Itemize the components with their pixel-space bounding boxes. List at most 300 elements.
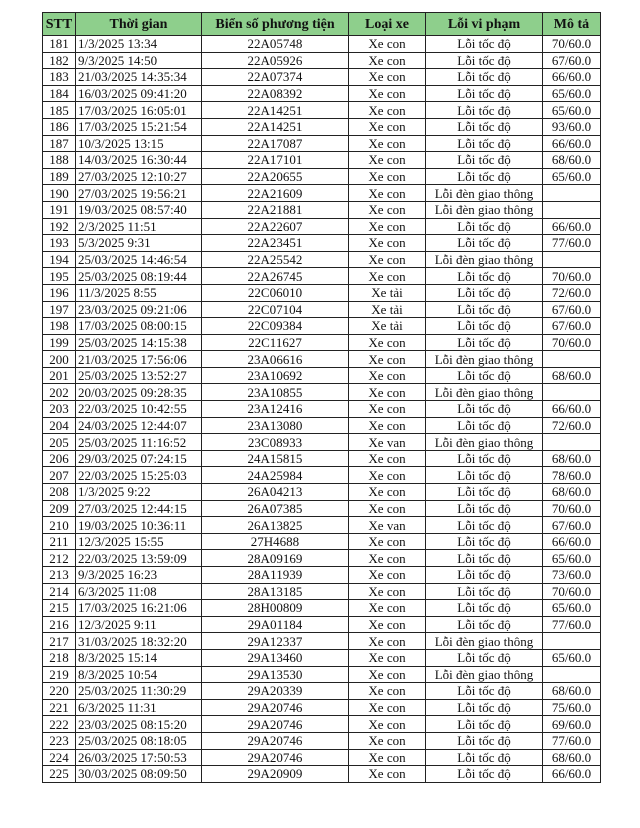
cell-stt: 183	[43, 69, 76, 86]
cell-violation: Lỗi tốc độ	[426, 567, 543, 584]
cell-stt: 211	[43, 533, 76, 550]
header-row	[43, 13, 601, 36]
cell-description: 67/60.0	[543, 52, 601, 69]
table-row	[43, 401, 601, 418]
cell-violation: Lỗi đèn giao thông	[426, 666, 543, 683]
cell-time: 9/3/2025 14:50	[76, 52, 202, 69]
cell-description: 66/60.0	[543, 218, 601, 235]
cell-plate: 28A13185	[202, 583, 349, 600]
cell-violation: Lỗi đèn giao thông	[426, 201, 543, 218]
cell-plate: 23A06616	[202, 351, 349, 368]
cell-violation: Lỗi đèn giao thông	[426, 633, 543, 650]
cell-description: 66/60.0	[543, 533, 601, 550]
cell-violation: Lỗi tốc độ	[426, 284, 543, 301]
cell-time: 10/3/2025 13:15	[76, 135, 202, 152]
cell-stt: 200	[43, 351, 76, 368]
cell-plate: 26A04213	[202, 484, 349, 501]
violations-table	[42, 12, 601, 783]
table-row	[43, 118, 601, 135]
table-row	[43, 284, 601, 301]
cell-plate: 22A17087	[202, 135, 349, 152]
table-row	[43, 600, 601, 617]
cell-time: 29/03/2025 07:24:15	[76, 450, 202, 467]
cell-time: 25/03/2025 14:15:38	[76, 334, 202, 351]
table-row	[43, 699, 601, 716]
cell-plate: 29A20746	[202, 699, 349, 716]
cell-time: 22/03/2025 10:42:55	[76, 401, 202, 418]
cell-violation: Lỗi tốc độ	[426, 583, 543, 600]
cell-description: 65/60.0	[543, 600, 601, 617]
cell-time: 27/03/2025 19:56:21	[76, 185, 202, 202]
cell-description: 67/60.0	[543, 318, 601, 335]
cell-description: 67/60.0	[543, 301, 601, 318]
cell-stt: 191	[43, 201, 76, 218]
cell-stt: 205	[43, 434, 76, 451]
table-row	[43, 732, 601, 749]
header-violation: Lỗi vi phạm	[426, 13, 543, 36]
cell-violation: Lỗi tốc độ	[426, 69, 543, 86]
cell-plate: 22A26745	[202, 268, 349, 285]
cell-description	[543, 185, 601, 202]
cell-violation: Lỗi tốc độ	[426, 500, 543, 517]
cell-vehicle-type: Xe tải	[349, 318, 426, 335]
cell-time: 19/03/2025 08:57:40	[76, 201, 202, 218]
cell-vehicle-type: Xe con	[349, 251, 426, 268]
cell-time: 25/03/2025 08:18:05	[76, 732, 202, 749]
cell-stt: 217	[43, 633, 76, 650]
table-row	[43, 52, 601, 69]
cell-plate: 27H4688	[202, 533, 349, 550]
cell-vehicle-type: Xe con	[349, 484, 426, 501]
cell-plate: 26A13825	[202, 517, 349, 534]
cell-violation: Lỗi tốc độ	[426, 533, 543, 550]
cell-stt: 195	[43, 268, 76, 285]
table-row	[43, 417, 601, 434]
cell-violation: Lỗi tốc độ	[426, 52, 543, 69]
cell-time: 8/3/2025 10:54	[76, 666, 202, 683]
cell-description: 77/60.0	[543, 235, 601, 252]
cell-plate: 28H00809	[202, 600, 349, 617]
cell-plate: 29A20909	[202, 766, 349, 783]
cell-vehicle-type: Xe con	[349, 185, 426, 202]
cell-time: 6/3/2025 11:08	[76, 583, 202, 600]
cell-violation: Lỗi tốc độ	[426, 699, 543, 716]
cell-time: 31/03/2025 18:32:20	[76, 633, 202, 650]
cell-vehicle-type: Xe con	[349, 85, 426, 102]
cell-violation: Lỗi đèn giao thông	[426, 251, 543, 268]
cell-time: 24/03/2025 12:44:07	[76, 417, 202, 434]
cell-vehicle-type: Xe con	[349, 417, 426, 434]
cell-violation: Lỗi tốc độ	[426, 484, 543, 501]
cell-stt: 210	[43, 517, 76, 534]
cell-description: 68/60.0	[543, 683, 601, 700]
cell-vehicle-type: Xe con	[349, 69, 426, 86]
cell-vehicle-type: Xe con	[349, 500, 426, 517]
cell-vehicle-type: Xe con	[349, 749, 426, 766]
cell-time: 25/03/2025 08:19:44	[76, 268, 202, 285]
cell-vehicle-type: Xe con	[349, 616, 426, 633]
table-row	[43, 766, 601, 783]
cell-time: 6/3/2025 11:31	[76, 699, 202, 716]
cell-violation: Lỗi tốc độ	[426, 85, 543, 102]
cell-time: 9/3/2025 16:23	[76, 567, 202, 584]
table-body	[43, 36, 601, 783]
cell-stt: 184	[43, 85, 76, 102]
cell-stt: 182	[43, 52, 76, 69]
cell-vehicle-type: Xe con	[349, 633, 426, 650]
cell-plate: 29A12337	[202, 633, 349, 650]
cell-time: 5/3/2025 9:31	[76, 235, 202, 252]
cell-vehicle-type: Xe con	[349, 102, 426, 119]
cell-plate: 22A14251	[202, 102, 349, 119]
cell-violation: Lỗi tốc độ	[426, 118, 543, 135]
cell-description: 68/60.0	[543, 484, 601, 501]
cell-stt: 224	[43, 749, 76, 766]
cell-time: 11/3/2025 8:55	[76, 284, 202, 301]
cell-stt: 220	[43, 683, 76, 700]
cell-plate: 22A21881	[202, 201, 349, 218]
cell-time: 2/3/2025 11:51	[76, 218, 202, 235]
cell-plate: 24A25984	[202, 467, 349, 484]
cell-time: 25/03/2025 11:30:29	[76, 683, 202, 700]
cell-stt: 185	[43, 102, 76, 119]
cell-vehicle-type: Xe con	[349, 600, 426, 617]
cell-violation: Lỗi đèn giao thông	[426, 185, 543, 202]
table-row	[43, 185, 601, 202]
cell-stt: 203	[43, 401, 76, 418]
cell-time: 25/03/2025 14:46:54	[76, 251, 202, 268]
cell-plate: 28A11939	[202, 567, 349, 584]
cell-plate: 22C07104	[202, 301, 349, 318]
table-row	[43, 749, 601, 766]
cell-description: 66/60.0	[543, 69, 601, 86]
cell-vehicle-type: Xe con	[349, 218, 426, 235]
table-row	[43, 633, 601, 650]
cell-plate: 22A05926	[202, 52, 349, 69]
cell-plate: 23A10692	[202, 367, 349, 384]
cell-description: 73/60.0	[543, 567, 601, 584]
cell-description: 65/60.0	[543, 649, 601, 666]
cell-vehicle-type: Xe con	[349, 201, 426, 218]
cell-violation: Lỗi tốc độ	[426, 168, 543, 185]
cell-vehicle-type: Xe con	[349, 583, 426, 600]
cell-plate: 24A15815	[202, 450, 349, 467]
cell-stt: 216	[43, 616, 76, 633]
cell-vehicle-type: Xe con	[349, 567, 426, 584]
cell-vehicle-type: Xe con	[349, 550, 426, 567]
cell-time: 20/03/2025 09:28:35	[76, 384, 202, 401]
cell-plate: 29A20746	[202, 749, 349, 766]
cell-description: 72/60.0	[543, 417, 601, 434]
table-row	[43, 201, 601, 218]
cell-time: 30/03/2025 08:09:50	[76, 766, 202, 783]
cell-time: 26/03/2025 17:50:53	[76, 749, 202, 766]
cell-vehicle-type: Xe con	[349, 168, 426, 185]
table-row	[43, 69, 601, 86]
cell-description: 69/60.0	[543, 716, 601, 733]
cell-violation: Lỗi đèn giao thông	[426, 434, 543, 451]
cell-violation: Lỗi tốc độ	[426, 401, 543, 418]
cell-violation: Lỗi tốc độ	[426, 683, 543, 700]
cell-description	[543, 434, 601, 451]
cell-violation: Lỗi tốc độ	[426, 550, 543, 567]
cell-time: 27/03/2025 12:44:15	[76, 500, 202, 517]
cell-plate: 22A05748	[202, 36, 349, 53]
cell-vehicle-type: Xe con	[349, 467, 426, 484]
cell-plate: 23A13080	[202, 417, 349, 434]
table-row	[43, 135, 601, 152]
cell-violation: Lỗi tốc độ	[426, 417, 543, 434]
cell-vehicle-type: Xe con	[349, 235, 426, 252]
cell-violation: Lỗi tốc độ	[426, 152, 543, 169]
cell-time: 17/03/2025 08:00:15	[76, 318, 202, 335]
cell-description: 65/60.0	[543, 168, 601, 185]
cell-stt: 218	[43, 649, 76, 666]
cell-description	[543, 633, 601, 650]
cell-stt: 215	[43, 600, 76, 617]
cell-stt: 225	[43, 766, 76, 783]
cell-violation: Lỗi tốc độ	[426, 649, 543, 666]
table-row	[43, 384, 601, 401]
table-row	[43, 649, 601, 666]
table-row	[43, 666, 601, 683]
cell-description: 68/60.0	[543, 152, 601, 169]
cell-stt: 198	[43, 318, 76, 335]
cell-time: 22/03/2025 13:59:09	[76, 550, 202, 567]
cell-description: 77/60.0	[543, 616, 601, 633]
cell-description: 65/60.0	[543, 550, 601, 567]
cell-time: 21/03/2025 17:56:06	[76, 351, 202, 368]
table-row	[43, 616, 601, 633]
cell-vehicle-type: Xe con	[349, 401, 426, 418]
cell-stt: 190	[43, 185, 76, 202]
table-row	[43, 218, 601, 235]
cell-stt: 186	[43, 118, 76, 135]
cell-violation: Lỗi tốc độ	[426, 218, 543, 235]
cell-violation: Lỗi tốc độ	[426, 318, 543, 335]
cell-vehicle-type: Xe con	[349, 766, 426, 783]
cell-stt: 188	[43, 152, 76, 169]
table-row	[43, 434, 601, 451]
cell-description: 66/60.0	[543, 766, 601, 783]
header-vehicle-type: Loại xe	[349, 13, 426, 36]
cell-stt: 194	[43, 251, 76, 268]
cell-time: 19/03/2025 10:36:11	[76, 517, 202, 534]
cell-description: 72/60.0	[543, 284, 601, 301]
cell-violation: Lỗi tốc độ	[426, 450, 543, 467]
cell-stt: 223	[43, 732, 76, 749]
cell-vehicle-type: Xe con	[349, 152, 426, 169]
cell-description: 70/60.0	[543, 36, 601, 53]
cell-time: 17/03/2025 16:21:06	[76, 600, 202, 617]
cell-time: 23/03/2025 08:15:20	[76, 716, 202, 733]
cell-vehicle-type: Xe van	[349, 434, 426, 451]
cell-violation: Lỗi tốc độ	[426, 268, 543, 285]
cell-violation: Lỗi tốc độ	[426, 36, 543, 53]
cell-plate: 23A10855	[202, 384, 349, 401]
table-row	[43, 102, 601, 119]
cell-time: 17/03/2025 15:21:54	[76, 118, 202, 135]
cell-stt: 201	[43, 367, 76, 384]
cell-violation: Lỗi tốc độ	[426, 749, 543, 766]
cell-plate: 22A25542	[202, 251, 349, 268]
cell-time: 1/3/2025 9:22	[76, 484, 202, 501]
cell-description: 67/60.0	[543, 517, 601, 534]
table-row	[43, 268, 601, 285]
table-row	[43, 583, 601, 600]
cell-stt: 199	[43, 334, 76, 351]
cell-violation: Lỗi tốc độ	[426, 135, 543, 152]
cell-plate: 22A17101	[202, 152, 349, 169]
cell-stt: 196	[43, 284, 76, 301]
table-row	[43, 716, 601, 733]
cell-description	[543, 201, 601, 218]
cell-stt: 204	[43, 417, 76, 434]
table-row	[43, 683, 601, 700]
table-row	[43, 85, 601, 102]
cell-plate: 29A20746	[202, 732, 349, 749]
table-row	[43, 301, 601, 318]
cell-violation: Lỗi tốc độ	[426, 716, 543, 733]
table-row	[43, 484, 601, 501]
cell-stt: 213	[43, 567, 76, 584]
cell-violation: Lỗi tốc độ	[426, 616, 543, 633]
cell-violation: Lỗi tốc độ	[426, 517, 543, 534]
cell-violation: Lỗi đèn giao thông	[426, 351, 543, 368]
cell-description: 68/60.0	[543, 749, 601, 766]
cell-violation: Lỗi tốc độ	[426, 467, 543, 484]
cell-violation: Lỗi tốc độ	[426, 301, 543, 318]
cell-description: 78/60.0	[543, 467, 601, 484]
cell-violation: Lỗi tốc độ	[426, 732, 543, 749]
cell-vehicle-type: Xe con	[349, 683, 426, 700]
cell-plate: 22A07374	[202, 69, 349, 86]
header-stt: STT	[43, 13, 76, 36]
cell-description: 66/60.0	[543, 401, 601, 418]
cell-plate: 22A22607	[202, 218, 349, 235]
cell-vehicle-type: Xe van	[349, 517, 426, 534]
cell-plate: 29A20339	[202, 683, 349, 700]
cell-plate: 26A07385	[202, 500, 349, 517]
cell-vehicle-type: Xe con	[349, 649, 426, 666]
cell-stt: 222	[43, 716, 76, 733]
cell-violation: Lỗi tốc độ	[426, 367, 543, 384]
cell-plate: 22A14251	[202, 118, 349, 135]
cell-description: 70/60.0	[543, 334, 601, 351]
cell-stt: 192	[43, 218, 76, 235]
cell-time: 12/3/2025 15:55	[76, 533, 202, 550]
cell-stt: 208	[43, 484, 76, 501]
table-row	[43, 318, 601, 335]
cell-time: 25/03/2025 13:52:27	[76, 367, 202, 384]
cell-plate: 29A01184	[202, 616, 349, 633]
cell-vehicle-type: Xe con	[349, 118, 426, 135]
cell-vehicle-type: Xe con	[349, 450, 426, 467]
cell-stt: 181	[43, 36, 76, 53]
cell-time: 17/03/2025 16:05:01	[76, 102, 202, 119]
cell-description: 77/60.0	[543, 732, 601, 749]
cell-stt: 212	[43, 550, 76, 567]
cell-plate: 22A20655	[202, 168, 349, 185]
cell-vehicle-type: Xe con	[349, 52, 426, 69]
cell-plate: 28A09169	[202, 550, 349, 567]
table-row	[43, 517, 601, 534]
table-row	[43, 500, 601, 517]
cell-vehicle-type: Xe con	[349, 268, 426, 285]
table-row	[43, 36, 601, 53]
table-row	[43, 550, 601, 567]
cell-description: 70/60.0	[543, 268, 601, 285]
cell-plate: 29A20746	[202, 716, 349, 733]
cell-plate: 22A21609	[202, 185, 349, 202]
cell-time: 22/03/2025 15:25:03	[76, 467, 202, 484]
cell-time: 16/03/2025 09:41:20	[76, 85, 202, 102]
table-row	[43, 235, 601, 252]
cell-stt: 221	[43, 699, 76, 716]
cell-violation: Lỗi tốc độ	[426, 235, 543, 252]
cell-description: 93/60.0	[543, 118, 601, 135]
cell-stt: 193	[43, 235, 76, 252]
cell-plate: 29A13460	[202, 649, 349, 666]
header-plate: Biển số phương tiện	[202, 13, 349, 36]
cell-violation: Lỗi tốc độ	[426, 600, 543, 617]
cell-plate: 22A23451	[202, 235, 349, 252]
cell-time: 25/03/2025 11:16:52	[76, 434, 202, 451]
cell-vehicle-type: Xe con	[349, 716, 426, 733]
cell-vehicle-type: Xe tải	[349, 284, 426, 301]
cell-stt: 197	[43, 301, 76, 318]
cell-stt: 206	[43, 450, 76, 467]
cell-description: 68/60.0	[543, 367, 601, 384]
cell-description	[543, 351, 601, 368]
cell-plate: 22C11627	[202, 334, 349, 351]
cell-time: 21/03/2025 14:35:34	[76, 69, 202, 86]
cell-vehicle-type: Xe con	[349, 135, 426, 152]
cell-time: 12/3/2025 9:11	[76, 616, 202, 633]
table-row	[43, 367, 601, 384]
cell-plate: 29A13530	[202, 666, 349, 683]
cell-description	[543, 251, 601, 268]
cell-vehicle-type: Xe con	[349, 666, 426, 683]
cell-stt: 207	[43, 467, 76, 484]
table-row	[43, 152, 601, 169]
table-row	[43, 567, 601, 584]
cell-description	[543, 384, 601, 401]
table-row	[43, 351, 601, 368]
cell-violation: Lỗi tốc độ	[426, 766, 543, 783]
table-header	[43, 13, 601, 36]
cell-description: 66/60.0	[543, 135, 601, 152]
cell-description: 68/60.0	[543, 450, 601, 467]
cell-stt: 214	[43, 583, 76, 600]
cell-description: 75/60.0	[543, 699, 601, 716]
cell-time: 27/03/2025 12:10:27	[76, 168, 202, 185]
cell-time: 14/03/2025 16:30:44	[76, 152, 202, 169]
cell-description: 65/60.0	[543, 102, 601, 119]
cell-plate: 22C09384	[202, 318, 349, 335]
cell-stt: 209	[43, 500, 76, 517]
cell-stt: 219	[43, 666, 76, 683]
cell-time: 1/3/2025 13:34	[76, 36, 202, 53]
header-time: Thời gian	[76, 13, 202, 36]
cell-vehicle-type: Xe con	[349, 384, 426, 401]
header-description: Mô tả	[543, 13, 601, 36]
cell-vehicle-type: Xe con	[349, 334, 426, 351]
cell-violation: Lỗi đèn giao thông	[426, 384, 543, 401]
cell-violation: Lỗi tốc độ	[426, 102, 543, 119]
cell-time: 23/03/2025 09:21:06	[76, 301, 202, 318]
cell-vehicle-type: Xe con	[349, 533, 426, 550]
